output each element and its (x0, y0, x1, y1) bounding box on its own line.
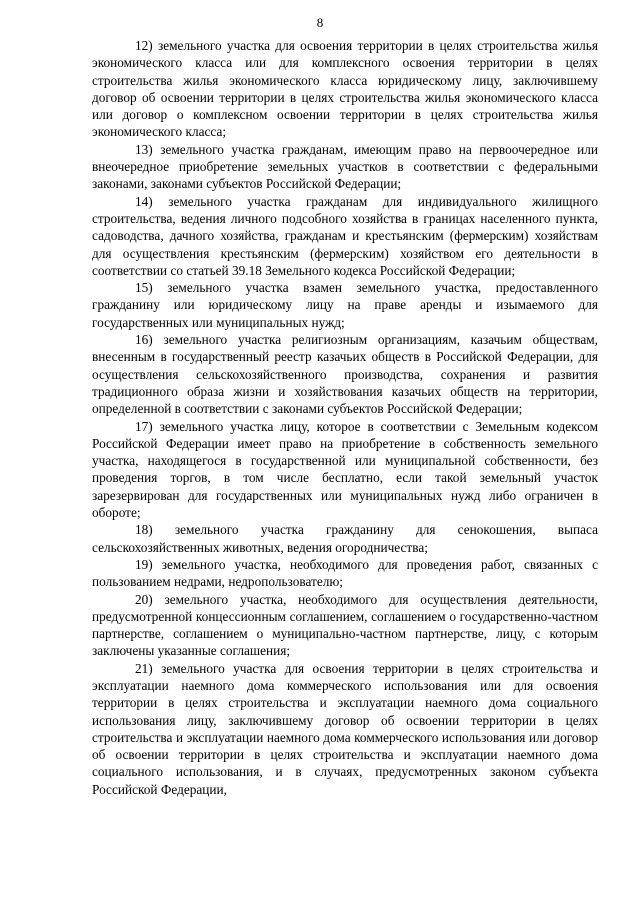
paragraph-12: 12) земельного участка для освоения территории в целях строительства жилья экономического класса или для комплексного освоения территории в целях строительства жилья экономического класса юридическому лицу, заключившему договор об освоении территории в целях строительства жилья экономического класса или договор о комплексном освоении территории в целях строительства жилья экономического класса; (92, 38, 598, 140)
paragraph-21: 21) земельного участка для освоения территории в целях строительства и эксплуатации наемного дома коммерческого использования или для освоения территории в целях строительства и эксплуатации наемного дома социального использования лицу, заключившему договор об освоении территории в целях строительства и эксплуатации наемного дома коммерческого использования или договор об освоении территории в целях строительства и эксплуатации наемного дома социального использования, и в случаях, предусмотренных законом субъекта Российской Федерации, (92, 660, 598, 797)
paragraph-15: 15) земельного участка взамен земельного участка, предоставленного гражданину или юридическому лицу на праве аренды и изымаемого для государственных или муниципальных нужд; (92, 280, 598, 330)
paragraph-13: 13) земельного участка гражданам, имеющим право на первоочередное или внеочередное приобретение земельных участков в соответствии с федеральными законами, законами субъектов Российской Федерации; (92, 141, 598, 192)
paragraph-17: 17) земельного участка лицу, которое в соответствии с Земельным кодексом Российской Федерации имеет право на приобретение в собственность земельного участка, находящегося в государственной или муниципальной собственности, без проведения торгов, в том числе бесплатно, если такой земельный участок зарезервирован для государственных или муниципальных нужд либо ограничен в обороте; (92, 418, 598, 521)
paragraph-19: 19) земельного участка, необходимого для проведения работ, связанных с пользованием недрами, недропользователю; (92, 556, 598, 590)
paragraph-16: 16) земельного участка религиозным организациям, казачьим обществам, внесенным в государственный реестр казачьих обществ в Российской Федерации, для осуществления сельскохозяйственного производства, сохранения и развития традиционного образа жизни и хозяйствования казачьих обществ на территории, определенной в соответствии с законами субъектов Российской Федерации; (92, 332, 598, 417)
paragraph-20: 20) земельного участка, необходимого для осуществления деятельности, предусмотренной концессионным соглашением, соглашением о государственно-частном партнерстве, соглашением о муниципально-частном партнерстве, лицу, с которым заключены указанные соглашения; (92, 591, 598, 659)
paragraph-18: 18) земельного участка гражданину для сенокошения, выпаса сельскохозяйственных животных, ведения огородничества; (92, 522, 598, 555)
document-body (92, 37, 598, 798)
page-number: 8 (316, 15, 324, 30)
paragraph-14: 14) земельного участка гражданам для индивидуального жилищного строительства, ведения личного подсобного хозяйства в границах населенного пункта, садоводства, дачного хозяйства, гражданам и крестьянским (фермерским) хозяйствам для осуществления крестьянским (фермерским) хозяйством его деятельности в соответствии со статьей 39.18 Земельного кодекса Российской Федерации; (92, 193, 598, 278)
